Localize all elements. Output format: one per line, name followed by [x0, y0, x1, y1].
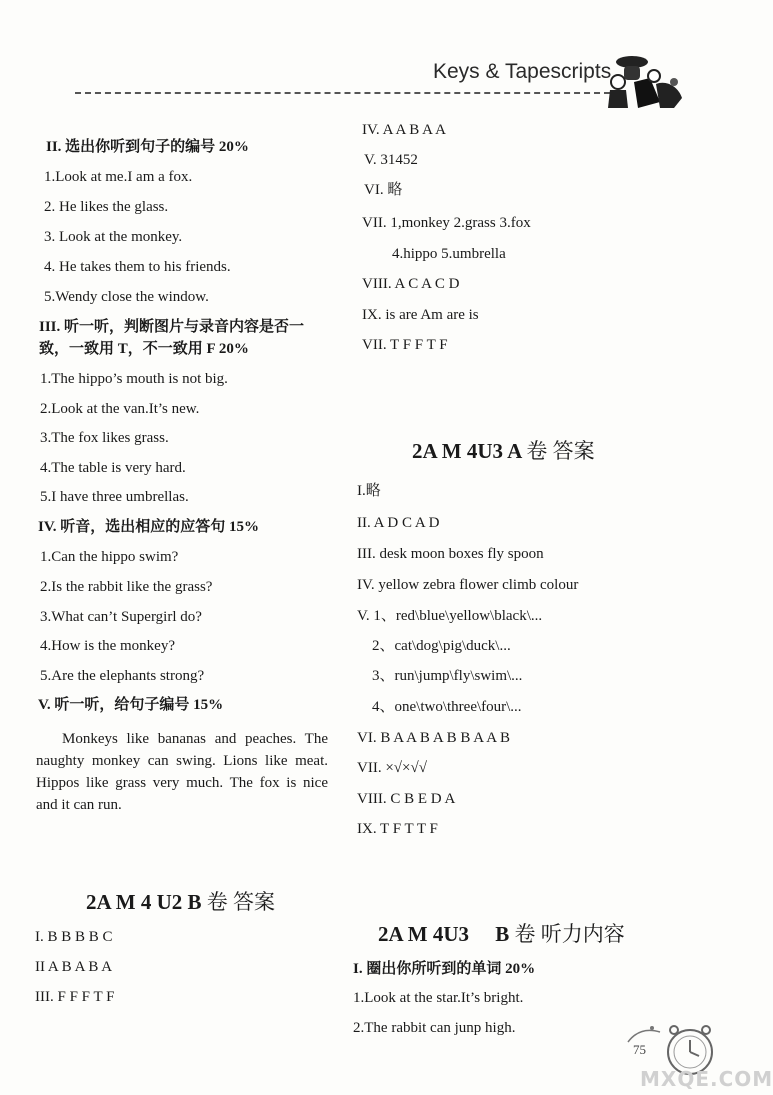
- list-item: I.略: [357, 483, 381, 499]
- u3b-heading: [378, 924, 625, 945]
- section-2-title: II. 选出你听到句子的编号 20%: [46, 139, 249, 155]
- section-3-title-line2: 致，一致用 T，不一致用 F 20%: [39, 341, 249, 357]
- list-item: 3. Look at the monkey.: [44, 229, 183, 245]
- list-item: 4.How is the monkey?: [40, 638, 175, 654]
- u2b-heading-code: 2A M 4 U2 B: [86, 890, 202, 914]
- list-item: II A B A B A: [35, 959, 113, 975]
- list-item: VII. T F F T F: [362, 337, 448, 353]
- list-item: 2、cat\dog\pig\duck\...: [372, 638, 511, 654]
- list-item: 5.I have three umbrellas.: [40, 489, 189, 505]
- list-item: 5.Are the elephants strong?: [40, 668, 205, 684]
- list-item: 1.Look at me.I am a fox.: [44, 169, 193, 185]
- u2b-heading: [86, 892, 275, 913]
- list-item: VII. ×√×√√: [357, 760, 427, 776]
- list-item: VIII. C B E D A: [357, 791, 456, 807]
- list-item: 4.The table is very hard.: [40, 460, 186, 476]
- list-item: 3.What can’t Supergirl do?: [40, 609, 202, 625]
- list-item: IX. T F T T F: [357, 821, 438, 837]
- list-item: 4、one\two\three\four\...: [372, 699, 522, 715]
- list-item: 3.The fox likes grass.: [40, 430, 169, 446]
- page-number: 75: [633, 1042, 646, 1057]
- u3a-heading: [412, 441, 595, 462]
- u3a-heading-cn: 卷 答案: [526, 439, 595, 463]
- list-item: 1.Can the hippo swim?: [40, 549, 179, 565]
- list-item: V. 1、red\blue\yellow\black\...: [357, 608, 543, 624]
- list-item: 1.Look at the star.It’s bright.: [353, 990, 524, 1006]
- list-item: V. 31452: [364, 152, 418, 168]
- list-item: III. F F F T F: [35, 989, 115, 1005]
- header-title: Keys & Tapescripts: [433, 60, 612, 83]
- list-item: 2.Is the rabbit like the grass?: [40, 579, 213, 595]
- header-divider: [75, 92, 610, 94]
- list-item: I. B B B B C: [35, 929, 113, 945]
- list-item: VII. 1,monkey 2.grass 3.fox: [362, 215, 531, 231]
- section-4-title: IV. 听音，选出相应的应答句 15%: [38, 519, 259, 535]
- kids-illustration-icon: [604, 52, 688, 112]
- list-item: 4.hippo 5.umbrella: [392, 246, 506, 262]
- list-item: II. A D C A D: [357, 515, 440, 531]
- section-5-title: V. 听一听，给句子编号 15%: [38, 697, 224, 713]
- list-item: VI. B A A B A B B A A B: [357, 730, 510, 746]
- list-item: IX. is are Am are is: [362, 307, 479, 323]
- section-3-title-line1: III. 听一听，判断图片与录音内容是否一: [39, 319, 305, 335]
- u3b-heading-cn: 卷 听力内容: [514, 922, 625, 946]
- u3b-heading-code: 2A M 4U3 B: [378, 922, 510, 946]
- list-item: 5.Wendy close the window.: [44, 289, 209, 305]
- list-item: VIII. A C A C D: [362, 276, 460, 292]
- watermark-text: MXQE.COM: [640, 1067, 773, 1091]
- list-item: III. desk moon boxes fly spoon: [357, 546, 544, 562]
- u3a-heading-code: 2A M 4U3 A: [412, 439, 522, 463]
- list-item: 3、run\jump\fly\swim\...: [372, 668, 523, 684]
- list-item: VI. 略: [364, 182, 403, 198]
- listening-paragraph: [36, 728, 328, 816]
- u3b-section-title: I. 圈出你所听到的单词 20%: [353, 961, 536, 977]
- u2b-heading-cn: 卷 答案: [206, 890, 275, 914]
- list-item: IV. yellow zebra flower climb colour: [357, 577, 579, 593]
- list-item: 2.Look at the van.It’s new.: [40, 401, 200, 417]
- list-item: 2. He likes the glass.: [44, 199, 169, 215]
- paragraph-text: Monkeys like bananas and peaches. The naughty monkey can swing. Lions like meat. Hippos like grass very much. The fox is nice and it can run.: [36, 731, 328, 813]
- list-item: 2.The rabbit can junp high.: [353, 1020, 516, 1036]
- list-item: IV. A A B A A: [362, 122, 446, 138]
- list-item: 1.The hippo’s mouth is not big.: [40, 371, 228, 387]
- list-item: 4. He takes them to his friends.: [44, 259, 231, 275]
